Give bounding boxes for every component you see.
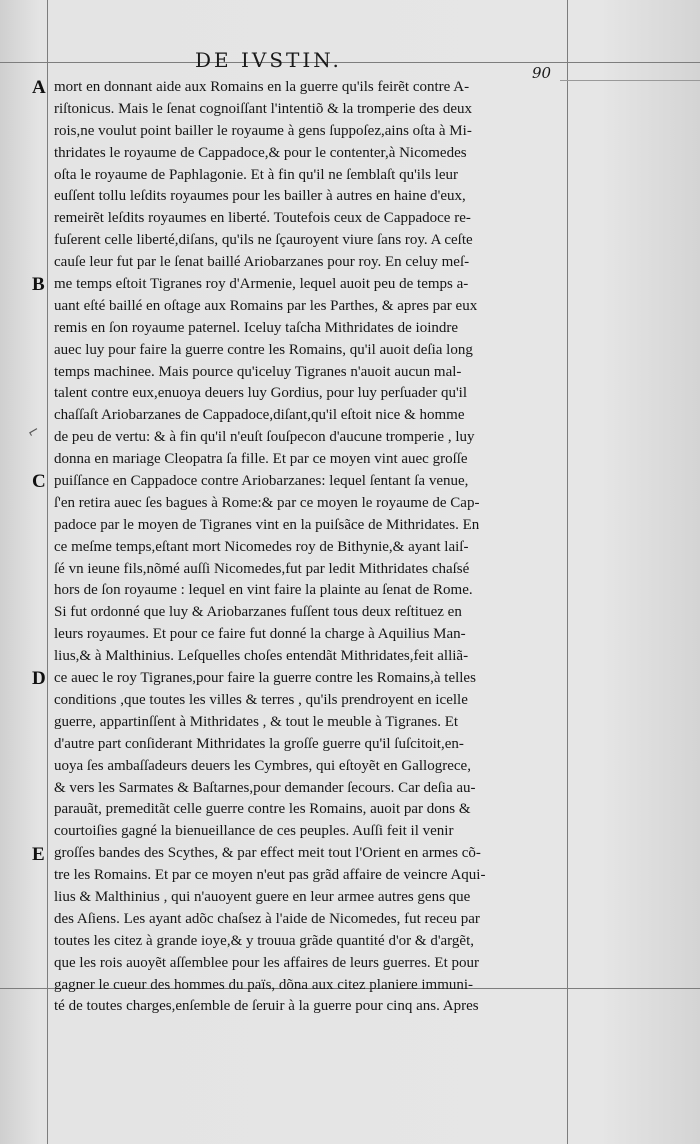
header-rule-right <box>560 80 700 81</box>
section-marker-e: E <box>32 843 45 865</box>
section-marker-b: B <box>32 274 45 296</box>
text-line: de peu de vertu: & à fin qu'il n'euſt ſouſpecon d'aucune tromperie , luy <box>54 429 475 446</box>
text-line: fuſerent celle liberté,diſans, qu'ils ne ſçauroyent viure ſans roy. A ceſte <box>54 232 473 249</box>
text-line: lius,& à Malthinius. Leſquelles choſes entendãt Mithridates,feit alliã- <box>54 648 469 665</box>
running-head: DE IVSTIN. <box>195 48 342 72</box>
text-line: té de toutes charges,enſemble de ſeruir à la guerre pour cinq ans. Apres <box>54 998 479 1015</box>
text-line: remeirẽt leſdits royaumes en liberté. Toutefois ceux de Cappadoce re- <box>54 210 471 227</box>
text-line: & vers les Sarmates & Baſtarnes,pour demander ſecours. Car deſia au- <box>54 779 476 796</box>
text-line: que les rois auoyẽt aſſemblee pour les affaires de leurs guerres. Et pour <box>54 954 479 971</box>
text-line: ſé vn ieune fils,nõmé auſſi Nicomedes,fut par ledit Mithridates chaſsé <box>54 560 470 577</box>
text-line: remis en ſon royaume paternel. Iceluy taſcha Mithridates de ioindre <box>54 319 459 336</box>
margin-mark-icon: ⌐ <box>24 422 43 442</box>
text-line: euſſent tollu leſdits royaumes pour les bailler à autres en haine d'eux, <box>54 188 466 205</box>
text-line: temps machinee. Mais pource qu'iceluy Tigranes n'auoit aucun mal- <box>54 363 462 380</box>
text-line: auec luy pour faire la guerre contre les Romains, qu'il auoit deſia long <box>54 341 473 358</box>
text-line: d'autre part conſiderant Mithridates la groſſe guerre qu'il ſuſcitoit,en- <box>54 735 464 752</box>
text-line: lius & Malthinius , qui n'auoyent guere en leur armee autres gens que <box>54 888 471 905</box>
text-line: guerre, appartinſſent à Mithridates , & tout le meuble à Tigranes. Et <box>54 713 459 730</box>
text-line: hors de ſon royaume : lequel en vint faire la plainte au ſenat de Rome. <box>54 582 473 599</box>
text-line: conditions ,que toutes les villes & terres , qu'ils prendroyent en icelle <box>54 691 468 708</box>
text-line: uant eſté baillé en oſtage aux Romains par les Parthes, & apres par eux <box>54 297 478 314</box>
margin-rule-left <box>47 0 48 1144</box>
text-line: toutes les citez à grande ioye,& y trouua grãde quantité d'or & d'argẽt, <box>54 932 474 949</box>
page-number: 90 <box>532 64 552 82</box>
section-marker-d: D <box>32 668 46 690</box>
text-line: oſta le royaume de Paphlagonie. Et à fin qu'il ne ſemblaſt qu'ils leur <box>54 166 459 183</box>
text-line: ce auec le roy Tigranes,pour faire la guerre contre les Romains,à telles <box>54 670 476 687</box>
text-line: des Aſiens. Les ayant adõc chaſsez à l'aide de Nicomedes, fut receu par <box>54 910 480 927</box>
text-line: Si fut ordonné que luy & Ariobarzanes fuſſent tous deux reſtituez en <box>54 604 462 621</box>
text-line: courtoiſies gagné la bienueillance de ces peuples. Auſſi feit il venir <box>54 823 454 840</box>
text-line: groſſes bandes des Scythes, & par effect meit tout l'Orient en armes cõ- <box>54 845 481 862</box>
text-line: parauãt, premeditãt celle guerre contre les Romains, auoit par dons & <box>54 801 471 818</box>
text-line: me temps eſtoit Tigranes roy d'Armenie, lequel auoit peu de temps a- <box>54 276 469 293</box>
text-line: puiſſance en Cappadoce contre Ariobarzanes: lequel ſentant ſa venue, <box>54 473 469 490</box>
text-line: leurs royaumes. Et pour ce faire fut donné la charge à Aquilius Man- <box>54 626 466 643</box>
text-line: donna en mariage Cleopatra ſa fille. Et par ce moyen vint auec groſſe <box>54 451 468 468</box>
text-line: mort en donnant aide aux Romains en la guerre qu'ils feirẽt contre A- <box>54 79 470 95</box>
section-marker-c: C <box>32 471 46 493</box>
text-line: padoce par le moyen de Tigranes vint en la puiſsãce de Mithridates. En <box>54 516 480 533</box>
text-line: thridates le royaume de Cappadoce,& pour le contenter,à Nicomedes <box>54 144 467 161</box>
text-line: cauſe leur fut par le ſenat baillé Ariobarzanes pour roy. En celuy meſ- <box>54 254 470 271</box>
body-text <box>54 77 543 1018</box>
text-line: riſtonicus. Mais le ſenat cognoiſſant l'intentiõ & la tromperie des deux <box>54 100 473 117</box>
text-line: uoya ſes ambaſſadeurs deuers les Cymbres, qui eſtoyẽt en Gallogrece, <box>54 757 471 774</box>
text-line: rois,ne voulut point bailler le royaume à gens ſuppoſez,ains oſta à Mi- <box>54 122 472 139</box>
text-line: tre les Romains. Et par ce moyen n'eut pas grãd affaire de veincre Aqui- <box>54 867 486 884</box>
text-line: ce meſme temps,eſtant mort Nicomedes roy de Bithynie,& ayant laiſ- <box>54 538 469 555</box>
section-marker-a: A <box>32 77 46 98</box>
header-rule <box>0 62 700 63</box>
text-line: talent contre eux,enuoya deuers luy Gordius, pour luy perſuader qu'il <box>54 385 467 402</box>
text-line: ſ'en retira auec ſes bagues à Rome:& par ce moyen le royaume de Cap- <box>54 494 480 511</box>
text-line: gagner le cueur des hommes du païs, dõna aux citez planiere immuni- <box>54 976 474 993</box>
text-line: chaſſaſt Ariobarzanes de Cappadoce,diſant,qu'il eſtoit nice & homme <box>54 407 465 424</box>
margin-rule-right <box>567 0 568 1144</box>
